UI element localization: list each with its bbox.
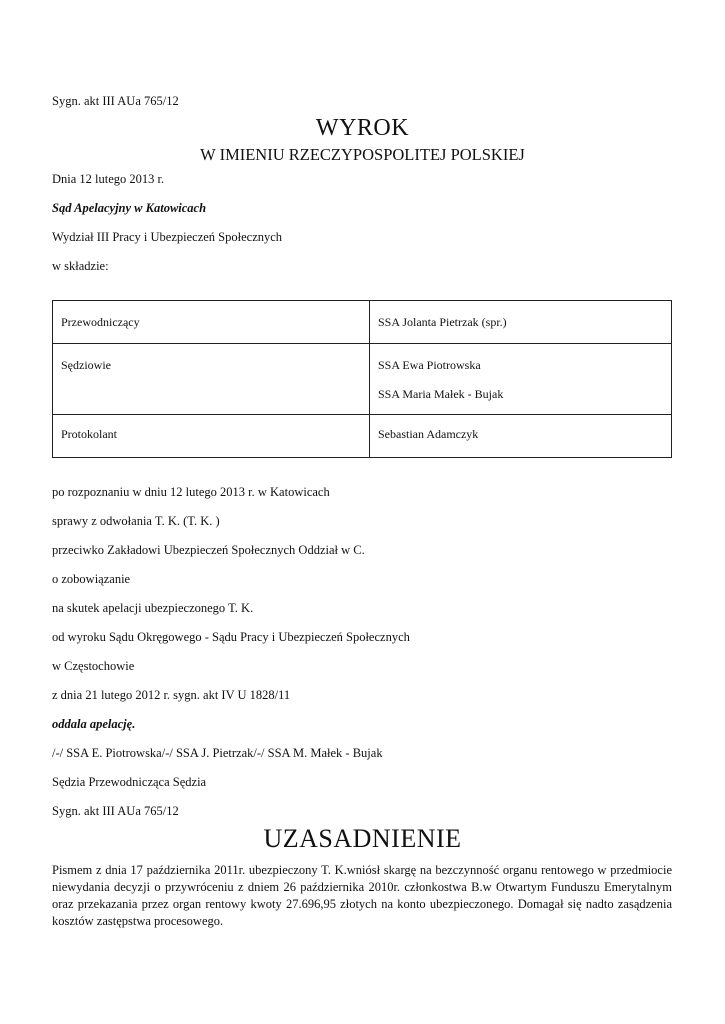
signature-roles: Sędzia Przewodnicząca Sędzia	[52, 775, 207, 789]
composition-intro: w składzie:	[52, 259, 109, 273]
court-name: Sąd Apelacyjny w Katowicach	[52, 201, 207, 215]
case-number: Sygn. akt III AUa 765/12	[52, 94, 179, 108]
panel-name: SSA Ewa Piotrowska	[378, 358, 481, 372]
panel-name: Sebastian Adamczyk	[378, 427, 479, 441]
body-line: sprawy z odwołania T. K. (T. K. )	[52, 514, 220, 528]
body-line: od wyroku Sądu Okręgowego - Sądu Pracy i Ubezpieczeń Społecznych	[52, 630, 410, 644]
body-line: z dnia 21 lutego 2012 r. sygn. akt IV U 1828/11	[52, 688, 291, 702]
body-line: w Częstochowie	[52, 659, 135, 673]
body-line: o zobowiązanie	[52, 572, 131, 586]
panel-role: Sędziowie	[61, 358, 111, 372]
verdict: oddala apelację.	[52, 717, 136, 731]
judgment-subtitle: W IMIENIU RZECZYPOSPOLITEJ POLSKIEJ	[200, 145, 525, 164]
justification-case-number: Sygn. akt III AUa 765/12	[52, 804, 179, 818]
panel-role: Przewodniczący	[61, 315, 140, 329]
court-division: Wydział III Pracy i Ubezpieczeń Społecznych	[52, 230, 283, 244]
table-row	[53, 301, 672, 344]
panel-role: Protokolant	[61, 427, 117, 441]
justification-title: UZASADNIENIE	[263, 824, 462, 853]
judgment-date: Dnia 12 lutego 2013 r.	[52, 172, 165, 186]
table-row	[53, 344, 672, 415]
body-line: na skutek apelacji ubezpieczonego T. K.	[52, 601, 254, 615]
panel-name: SSA Maria Małek - Bujak	[378, 387, 504, 401]
court-panel-table	[52, 300, 672, 458]
body-line: po rozpoznaniu w dniu 12 lutego 2013 r. w Katowicach	[52, 485, 330, 499]
signatures: /-/ SSA E. Piotrowska/-/ SSA J. Pietrzak/-/ SSA M. Małek - Bujak	[52, 746, 383, 760]
body-line: przeciwko Zakładowi Ubezpieczeń Społecznych Oddział w C.	[52, 543, 365, 557]
judgment-title: WYROK	[315, 115, 410, 141]
justification-paragraph: Pismem z dnia 17 października 2011r. ubezpieczony T. K.wniósł skargę na bezczynność organu rentowego w przedmiocie niewydania decyzji o przywróceniu z dniem 26 października 2010r. członkostwa B.w Otwartym Funduszu Emerytalnym oraz przekazania przez organ rentowy kwoty 27.696,95 złotych na konto ubezpieczonego. Domagał się nadto zasądzenia kosztów zastępstwa procesowego.	[52, 863, 672, 928]
panel-name: SSA Jolanta Pietrzak (spr.)	[378, 315, 507, 329]
table-row	[53, 415, 672, 458]
